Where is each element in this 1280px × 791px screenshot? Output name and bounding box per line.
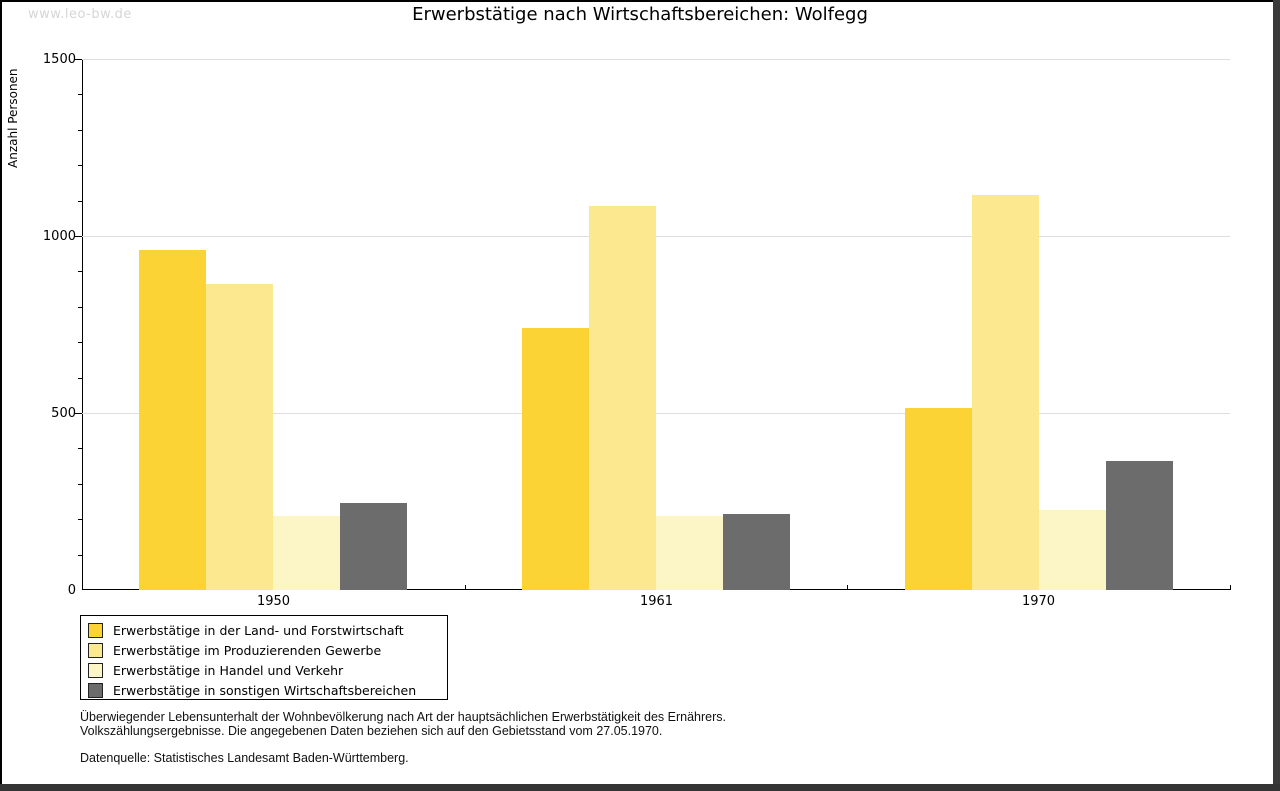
legend-swatch-icon [88,623,103,638]
y-major-tick-500 [75,413,82,414]
footer-source: Datenquelle: Statistisches Landesamt Baden-Württemberg. [80,751,409,765]
y-gridline-1000 [82,236,1230,237]
watermark: www.leo-bw.de [28,7,132,22]
y-minor-tick-100 [78,555,82,556]
y-major-tick-1500 [75,59,82,60]
y-tick-label-1500: 1500 [42,52,76,67]
y-minor-tick-800 [78,307,82,308]
legend [80,615,448,700]
bar-1970-series4 [1106,461,1173,590]
y-minor-tick-700 [78,342,82,343]
bar-1950-series4 [340,503,407,590]
legend-item [81,640,447,660]
bar-1950-series2 [206,284,273,590]
bar-1970-series2 [972,195,1039,590]
footer-note-line1: Überwiegender Lebensunterhalt der Wohnbevölkerung nach Art der hauptsächlichen Erwerbstätigkeit des Ernährers. [80,710,726,724]
bar-1970-series3 [1039,510,1106,590]
bar-1950-series1 [139,250,206,590]
bar-1961-series2 [589,206,656,590]
y-minor-tick-200 [78,519,82,520]
y-tick-label-0: 0 [67,583,76,598]
y-tick-label-1000: 1000 [42,229,76,244]
window-frame-bottom [0,784,1280,791]
y-minor-tick-600 [78,378,82,379]
window-frame-left [0,0,2,791]
window-frame-right [1273,0,1280,791]
legend-label: Erwerbstätige in sonstigen Wirtschaftsbereichen [113,682,417,698]
x-tick-label-1961: 1961 [639,594,674,609]
x-tick-label-1970: 1970 [1021,594,1056,609]
y-minor-tick-1200 [78,165,82,166]
x-tick-2 [847,585,848,590]
page-title: Erwerbstätige nach Wirtschaftsbereichen: Wolfegg [412,4,868,25]
legend-swatch-icon [88,643,103,658]
y-axis-title: Anzahl Personen [6,68,20,168]
bar-1961-series1 [522,328,589,590]
legend-item [81,680,447,700]
y-minor-tick-1100 [78,201,82,202]
footer-note-line2: Volkszählungsergebnisse. Die angegebenen Daten beziehen sich auf den Gebietsstand vom 27.05.1970. [80,724,663,738]
y-major-tick-1000 [75,236,82,237]
y-minor-tick-400 [78,448,82,449]
x-tick-3 [1230,585,1231,590]
bar-1970-series1 [905,408,972,590]
legend-item [81,620,447,640]
bar-1950-series3 [273,516,340,590]
legend-swatch-icon [88,663,103,678]
y-minor-tick-1300 [78,130,82,131]
legend-item [81,660,447,680]
bar-1961-series4 [723,514,790,590]
y-minor-tick-300 [78,484,82,485]
legend-label: Erwerbstätige in Handel und Verkehr [113,662,344,678]
bar-1961-series3 [656,516,723,590]
y-minor-tick-900 [78,271,82,272]
x-tick-1 [465,585,466,590]
legend-label: Erwerbstätige im Produzierenden Gewerbe [113,642,382,658]
y-gridline-1500 [82,59,1230,60]
y-minor-tick-1400 [78,94,82,95]
window-frame-top [0,0,1280,2]
x-tick-label-1950: 1950 [256,594,291,609]
y-axis-line [82,59,83,590]
legend-swatch-icon [88,683,103,698]
y-tick-label-500: 500 [51,406,76,421]
legend-label: Erwerbstätige in der Land- und Forstwirtschaft [113,622,404,638]
